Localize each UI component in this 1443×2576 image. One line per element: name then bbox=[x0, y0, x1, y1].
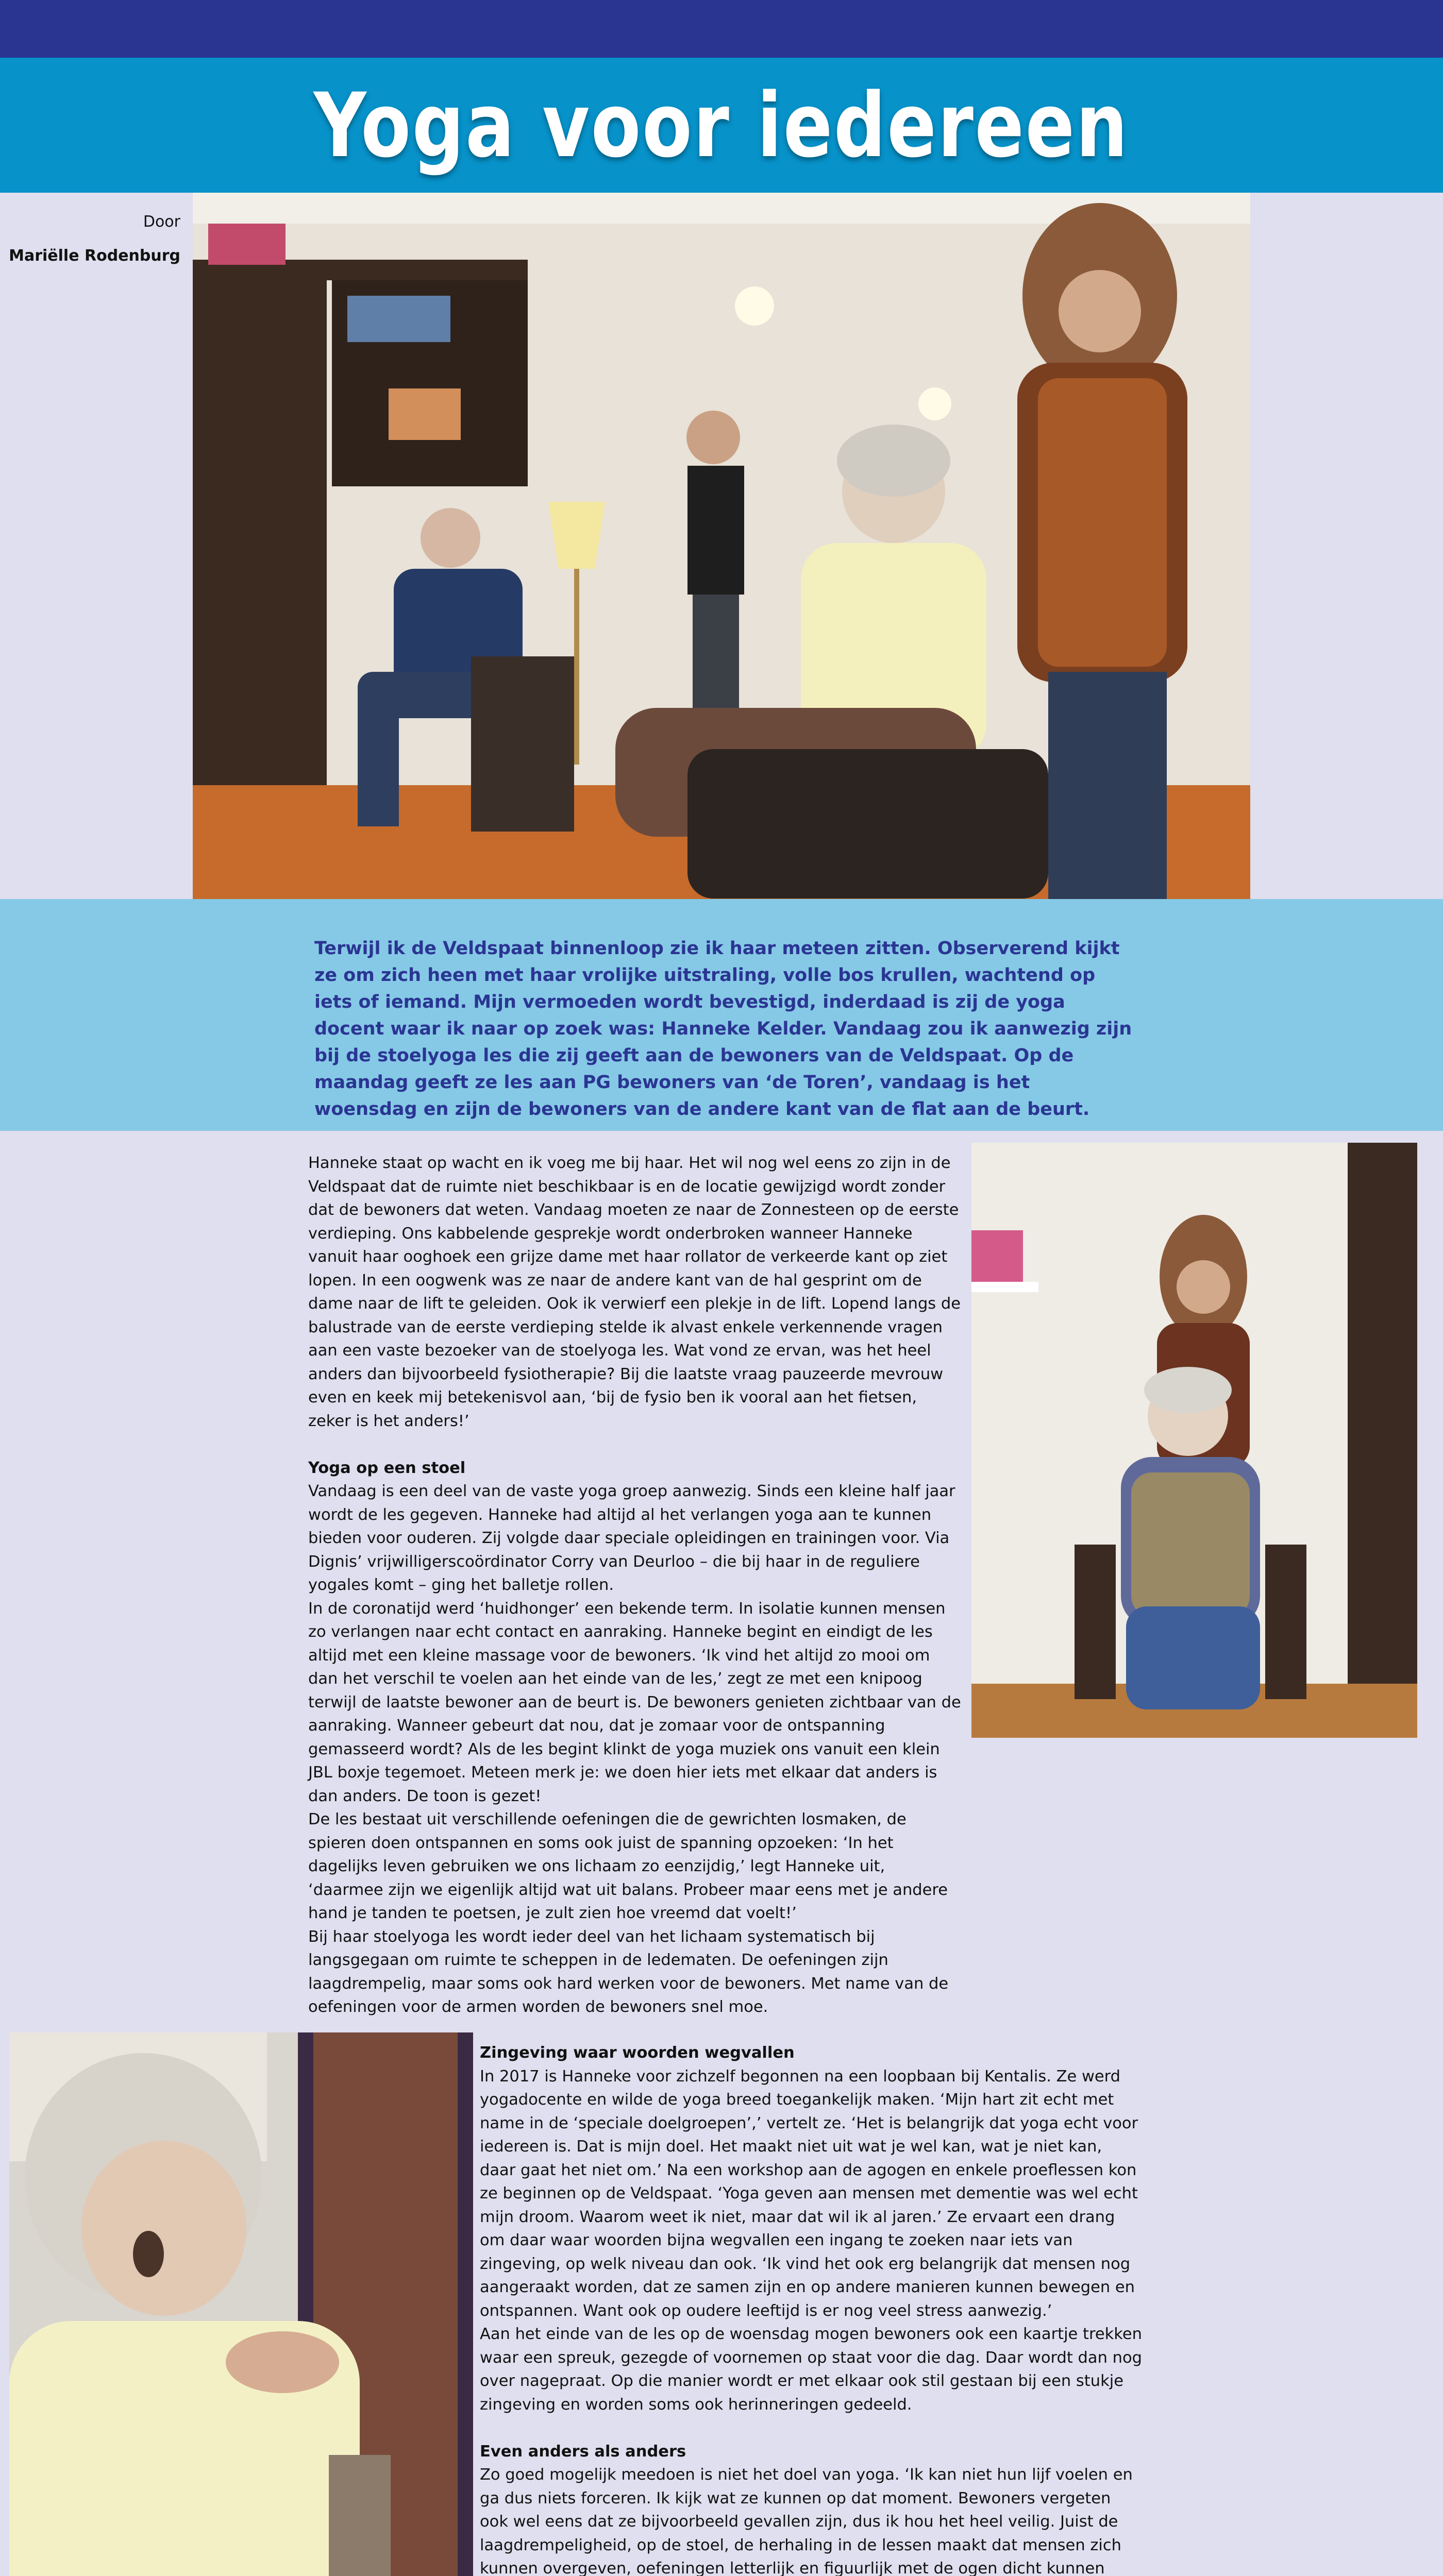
paragraph: Hanneke staat op wacht en ik voeg me bij haar. Het wil nog wel eens zo zijn in de Veldspaat dat de ruimte niet beschikbaar is en de locatie gewijzigd wordt zonder dat de bewoners dat weten. Vandaag moeten ze naar de Zonnesteen op de eerste verdieping. Ons kabbelende gesprekje wordt onderbroken wanneer Hanneke vanuit haar ooghoek een grijze dame met haar rollator de verkeerde kant op ziet lopen. In een oogwenk was ze naar de andere kant van de hal gesprint om de dame naar de lift te geleiden. Ook ik verwierf een plekje in de lift. Lopend langs de balustrade van de eerste verdieping stelde ik alvast enkele verkennende vragen aan een vaste bezoeker van de stoelyoga les. Wat vond ze ervan, was het heel anders dan bijvoorbeeld fysiotherapie? Bij die laatste vraag pauzeerde mevrouw even en keek mij betekenisvol aan, ‘bij de fysio ben ik vooral aan het fietsen, zeker is het anders!’ bbox=[308, 1154, 961, 1430]
page-title: Yoga voor iedereen bbox=[314, 73, 1129, 177]
photo-massage-closeup bbox=[9, 2032, 473, 2576]
title-banner bbox=[0, 58, 1443, 193]
top-color-band bbox=[0, 0, 1443, 58]
byline-author: Mariëlle Rodenburg bbox=[9, 247, 180, 265]
subheading-even-anders-als-anders: Even anders als anders bbox=[480, 2442, 686, 2461]
article-section-1 bbox=[308, 1151, 964, 2019]
article-section-2 bbox=[480, 2041, 1142, 2576]
subheading-zingeving: Zingeving waar woorden wegvallen bbox=[480, 2044, 795, 2062]
photo-instructor-and-resident bbox=[971, 1143, 1417, 1738]
subheading-yoga-op-een-stoel: Yoga op een stoel bbox=[308, 1459, 466, 1477]
photo-yoga-class bbox=[193, 193, 1250, 899]
byline bbox=[0, 205, 180, 273]
byline-label: Door bbox=[143, 213, 180, 231]
paragraph: De les bestaat uit verschillende oefeningen die de gewrichten losmaken, de spieren doen ontspannen en soms ook juist de spanning opzoeken: ‘In het dagelijks leven gebruiken we ons lichaam zo eenzijdig,’ legt Hanneke uit, ‘daarmee zijn we eigenlijk altijd wat uit balans. Probeer maar eens met je andere hand je tanden te poetsen, je zult zien hoe vreemd dat voelt!’ bbox=[308, 1810, 948, 1922]
paragraph: Vandaag is een deel van de vaste yoga groep aanwezig. Sinds een kleine half jaar wordt de les gegeven. Hanneke had altijd al het verlangen yoga aan te kunnen bieden voor ouderen. Zij volgde daar speciale opleidingen en trainingen voor. Via Dignis’ vrijwilligerscoördinator Corry van Deurloo – die bij haar in de reguliere yogales komt – ging het balletje rollen. bbox=[308, 1482, 955, 1594]
paragraph: In 2017 is Hanneke voor zichzelf begonnen na een loopbaan bij Kentalis. Ze werd yogadocente en wilde de yoga breed toegankelijk maken. ‘Mijn hart zit echt met name in de ‘speciale doelgroepen’,’ vertelt ze. ‘Het is belangrijk dat yoga echt voor iedereen is. Dat is mijn doel. Het maakt niet uit wat je wel kan, wat je niet kan, daar gaat het niet om.’ Na een workshop aan de agogen en enkele proeflessen kon ze beginnen op de Veldspaat. ‘Yoga geven aan mensen met dementie was wel echt mijn droom. Waarom weet ik niet, maar dat wil ik al jaren.’ Ze ervaart een drang om daar waar woorden bijna wegvallen een ingang te zoeken naar iets van zingeving, op welk niveau dan ook. ‘Ik vind het ook erg belangrijk dat mensen nog aangeraakt worden, dat ze samen zijn en op andere manieren kunnen bewegen en ontspannen. Want ook op oudere leeftijd is er nog veel stress aanwezig.’ bbox=[480, 2067, 1138, 2320]
paragraph: Aan het einde van de les op de woensdag mogen bewoners ook een kaartje trekken waar een spreuk, gezegde of voornemen op staat voor die dag. Daar wordt dan nog over nagepraat. Op die manier wordt er met elkaar ook stil gestaan bij een stukje zingeving en worden soms ook herinneringen gedeeld. bbox=[480, 2325, 1142, 2414]
photo-instructor-and-resident-illustration bbox=[971, 1143, 1417, 1738]
photo-yoga-class-illustration bbox=[193, 193, 1250, 899]
intro-lead: Terwijl ik de Veldspaat binnenloop zie ik haar meteen zitten. Observerend kijkt ze om zich heen met haar vrolijke uitstraling, volle bos krullen, wachtend op iets of iemand. Mijn vermoeden wordt bevestigd, inderdaad is zij de yoga docent waar ik naar op zoek was: Hanneke Kelder. Vandaag zou ik aanwezig zijn bij de stoelyoga les die zij geeft aan de bewoners van de Veldspaat. Op de maandag geeft ze les aan PG bewoners van ‘de Toren’, vandaag is het woensdag en zijn de bewoners van de andere kant van de flat aan de beurt. bbox=[314, 938, 1132, 1120]
photo-massage-closeup-illustration bbox=[9, 2032, 473, 2576]
paragraph: Bij haar stoelyoga les wordt ieder deel van het lichaam systematisch bij langsgegaan om ruimte te scheppen in de ledematen. De oefeningen zijn laagdrempelig, maar soms ook hard werken voor de bewoners. Met name van de oefeningen voor de armen worden de bewoners snel moe. bbox=[308, 1927, 949, 2016]
paragraph: In de coronatijd werd ‘huidhonger’ een bekende term. In isolatie kunnen mensen zo verlangen naar echt contact en aanraking. Hanneke begint en eindigt de les altijd met een kleine massage voor de bewoners. ‘Ik vind het altijd zo mooi om dan het verschil te voelen aan het einde van de les,’ zegt ze met een knipoog terwijl de laatste bewoner aan de beurt is. De bewoners genieten zichtbaar van de aanraking. Wanneer gebeurt dat nou, dat je zomaar voor de ontspanning gemasseerd wordt? Als de les begint klinkt de yoga muziek ons vanuit een klein JBL boxje tegemoet. Meteen merk je: we doen hier iets met elkaar dat anders is dan anders. De toon is gezet! bbox=[308, 1599, 961, 1805]
paragraph: Zo goed mogelijk meedoen is niet het doel van yoga. ‘Ik kan niet hun lijf voelen en ga dus niets forceren. Ik kijk wat ze kunnen op dat moment. Bewoners vergeten ook wel eens dat ze bijvoorbeeld gevallen zijn, dus ik hou het heel veilig. Juist de laagdrempeligheid, op de stoel, de herhaling in de lessen maakt dat mensen zich kunnen overgeven, oefeningen letterlijk en figuurlijk met de ogen dicht kunnen bbox=[480, 2466, 1133, 2576]
